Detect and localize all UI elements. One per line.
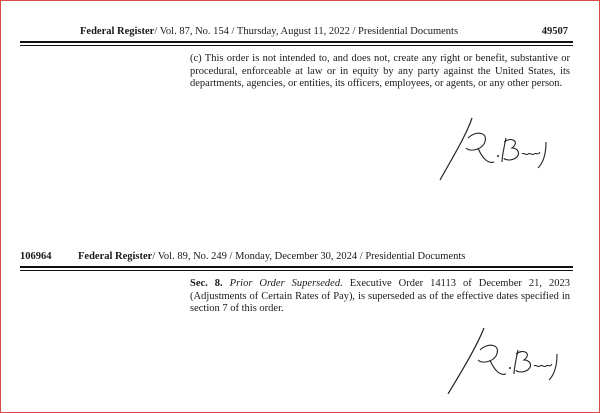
- header-rule: [20, 266, 573, 268]
- journal-name: Federal Register: [78, 251, 153, 262]
- journal-name: Federal Register: [80, 26, 155, 37]
- section-label: Sec. 8.: [190, 278, 223, 289]
- header-citation: [78, 251, 465, 262]
- paragraph: (c) This order is not intended to, and does not, create any right or benefit, substantive or procedural, enforceable at law or in equity by any party against the United States, its departments, agencies, or entities, its officers, employees, or agents, or any other person.: [190, 53, 570, 89]
- signature: [432, 112, 552, 184]
- section-text: Executive Order 14113 of December 21, 2023 (Adjustments of Certain Rates of Pay), is superseded as of the effective dates specified in section 7 of this order.: [190, 278, 570, 314]
- page-number: 106964: [20, 251, 52, 262]
- header-rule: [20, 41, 573, 43]
- citation-text: / Vol. 89, No. 249 / Monday, December 30, 2024 / Presidential Documents: [152, 251, 466, 262]
- signature: [440, 322, 560, 398]
- header-rule-thin: [20, 270, 573, 271]
- section-title: Prior Order Superseded.: [229, 278, 343, 289]
- header-rule-thin: [20, 45, 573, 46]
- citation-text: / Vol. 87, No. 154 / Thursday, August 11, 2022 / Presidential Documents: [154, 26, 459, 37]
- header-citation: [80, 26, 458, 37]
- page-number: 49507: [541, 26, 568, 37]
- paragraph: [190, 278, 570, 316]
